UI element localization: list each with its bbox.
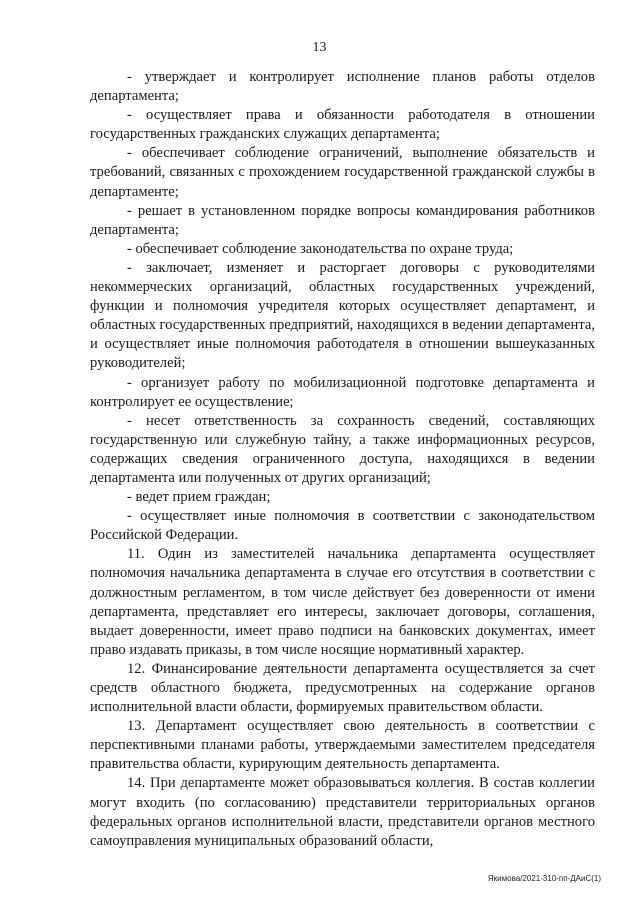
paragraph: - обеспечивает соблюдение ограничений, выполнение обязательств и требований, связанных с прохождением государственной гражданской службы в департаменте; [90, 145, 595, 200]
paragraph: - заключает, изменяет и расторгает договоры с руководителями некоммерческих организаций, областных государственных учреждений, функции и полномочия учредителя которых осуществляет департамент, и областных государственных предприятий, находящихся в ведении департамента, и осуществляет иные полномочия работодателя в отношении вышеуказанных руководителей; [90, 259, 595, 372]
paragraph: - организует работу по мобилизационной подготовке департамента и контролирует ее осуществление; [90, 374, 595, 410]
paragraph: - несет ответственность за сохранность сведений, составляющих государственную или служебную тайну, а также информационных ресурсов, содержащих сведения ограниченного доступа, находящихся в ведении департамента или полученных от других организаций; [90, 412, 595, 486]
paragraph: - ведет прием граждан; [127, 489, 271, 506]
page-number: 13 [312, 40, 327, 55]
paragraph-12: 12. Финансирование деятельности департамента осуществляется за счет средств областного бюджета, предусмотренных на содержание органов исполнительной власти области, формируемых правительством области. [90, 660, 595, 716]
document-body [90, 68, 595, 851]
paragraph: - осуществляет иные полномочия в соответствии с законодательством Российской Федерации. [90, 508, 595, 544]
paragraph: - утверждает и контролирует исполнение планов работы отделов департамента; [90, 69, 595, 105]
paragraph: - решает в установленном порядке вопросы командирования работников департамента; [90, 202, 595, 238]
paragraph-13: 13. Департамент осуществляет свою деятельность в соответствии с перспективными планами работы, утверждаемыми заместителем председателя правительства области, курирующим деятельность департамента. [90, 718, 595, 773]
paragraph-11: 11. Один из заместителей начальника департамента осуществляет полномочия начальника департамента в случае его отсутствия в соответствии с должностным регламентом, в том числе действует без доверенности от имени департамента, представляет его интересы, заключает договоры, соглашения, выдает доверенности, имеет право подписи на банковских документах, имеет право издавать приказы, в том числе носящие нормативный характер. [90, 546, 595, 658]
footer-document-code: Якимова/2021-310-пп-ДАиС(1) [487, 874, 601, 883]
paragraph: - осуществляет права и обязанности работодателя в отношении государственных гражданских служащих департамента; [90, 107, 595, 143]
paragraph-14: 14. При департаменте может образовываться коллегия. В состав коллегии могут входить (по согласованию) представители территориальных органов федеральных органов исполнительной власти, представители органов местного самоуправления муниципальных образований области, [90, 775, 595, 849]
paragraph: - обеспечивает соблюдение законодательства по охране труда; [127, 240, 514, 257]
